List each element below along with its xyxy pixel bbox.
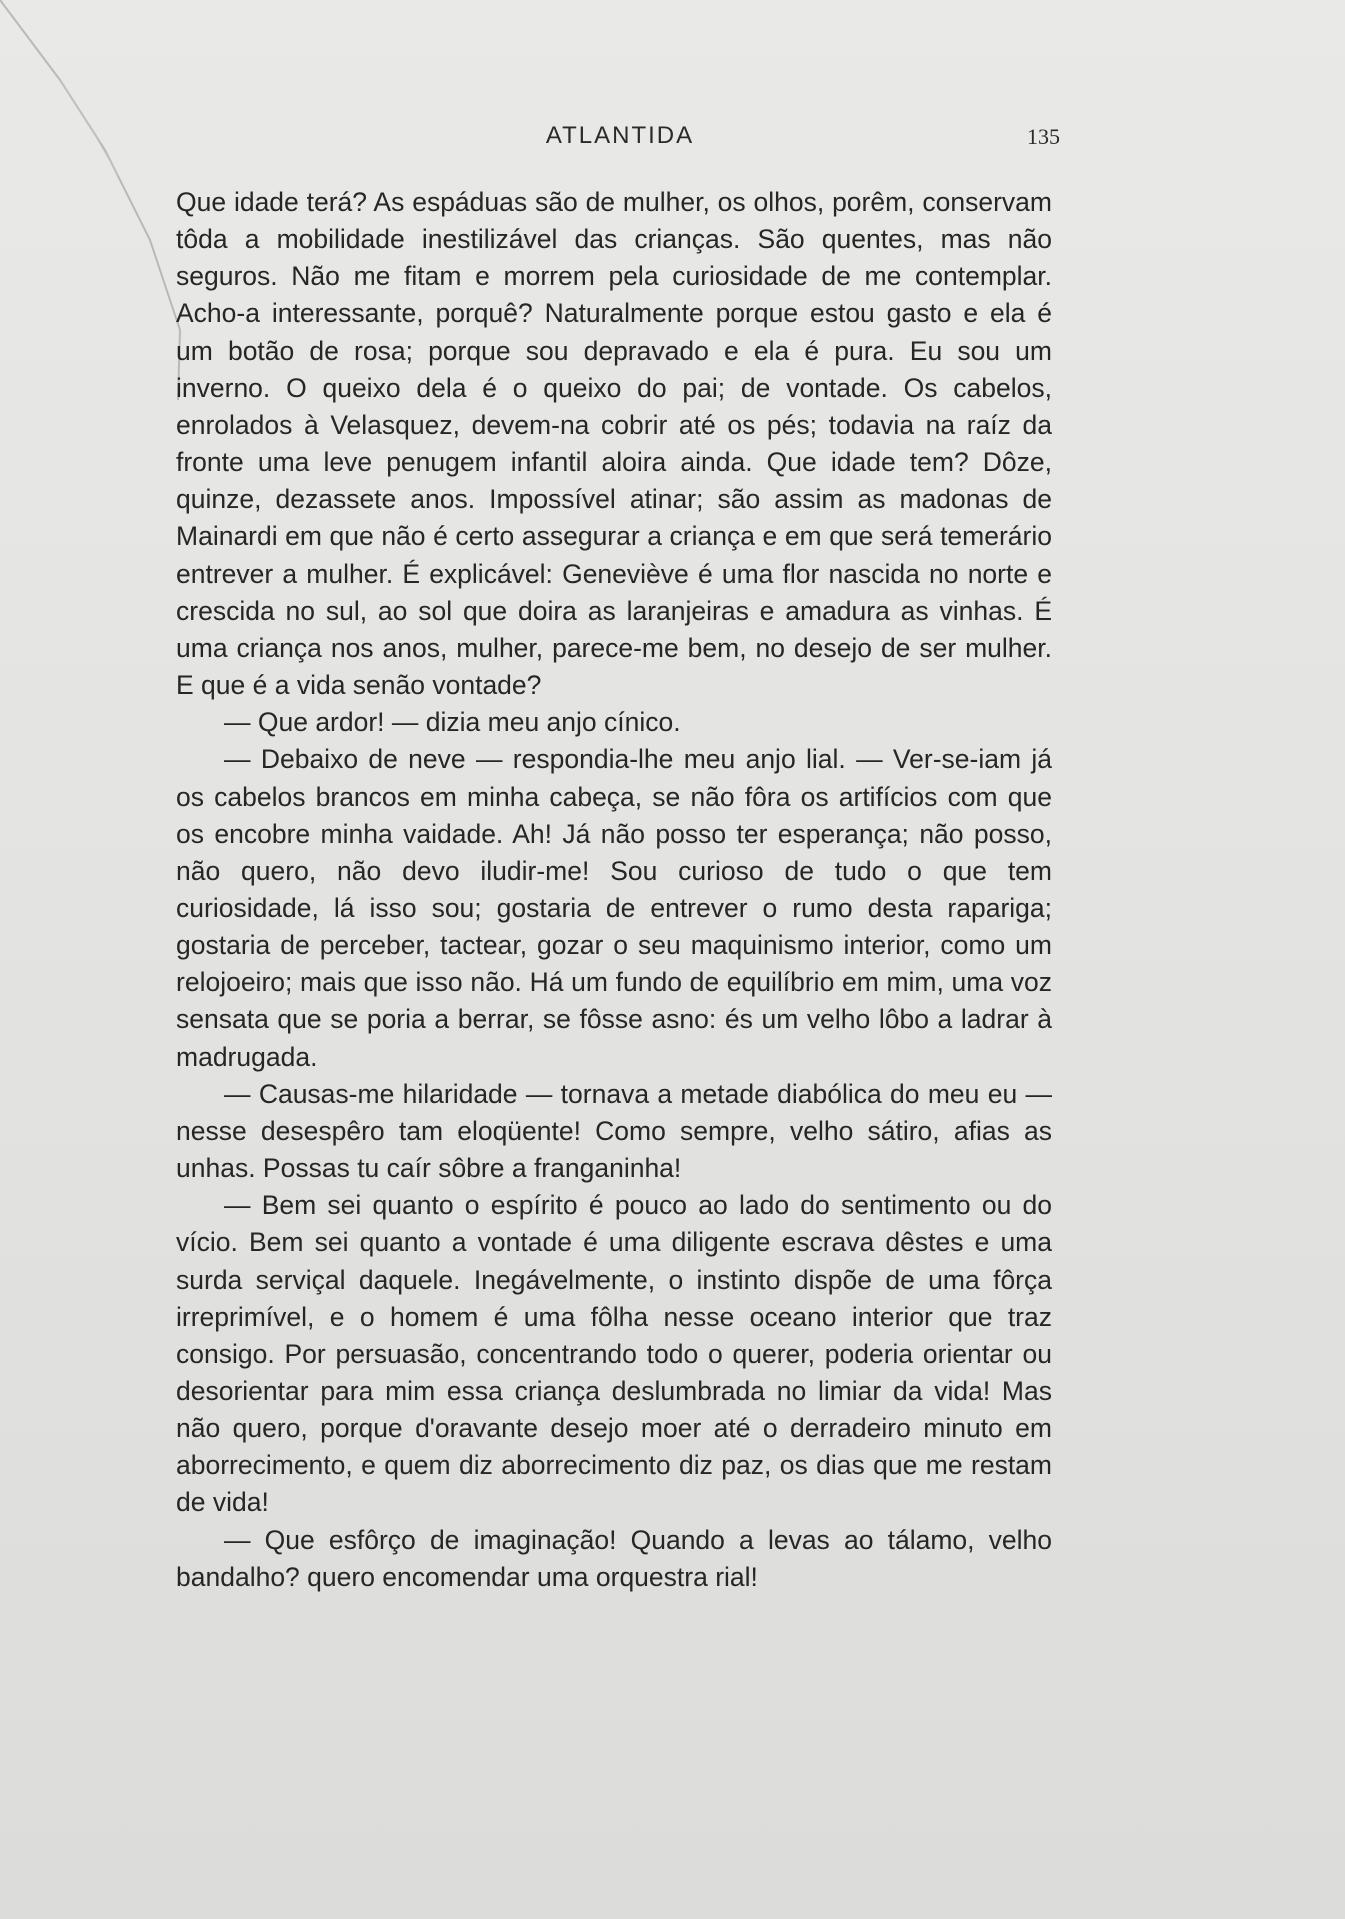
paragraph: — Que esfôrço de imaginação! Quando a levas ao tálamo, velho bandalho? quero encomendar uma orquestra rial! [176, 1524, 1052, 1592]
paragraph: — Que ardor! — dizia meu anjo cínico. [224, 707, 681, 738]
page-number: 135 [1027, 124, 1060, 149]
paragraph: — Debaixo de neve — respondia-lhe meu anjo lial. — Ver-se-iam já os cabelos brancos em minha cabeça, se não fôra os artifícios com que os encobre minha vaidade. Ah! Já não posso ter esperança; não posso, não quero, não devo iludir-me! Sou curioso de tudo o que tem curiosidade, lá isso sou; gostaria de entrever o rumo desta rapariga; gostaria de perceber, tactear, gozar o seu maquinismo interior, como um relojoeiro; mais que isso não. Há um fundo de equilíbrio em mim, uma voz sensata que se poria a berrar, se fôsse asno: és um velho lôbo a ladrar à madrugada. [176, 744, 1052, 1072]
page-header [180, 118, 1060, 158]
paragraph: Que idade terá? As espáduas são de mulher, os olhos, porêm, conservam tôda a mobilidade inestilizável das crianças. São quentes, mas não seguros. Não me fitam e morrem pela curiosidade de me contemplar. Acho-a interessante, porquê? Naturalmente porque estou gasto e ela é um botão de rosa; porque sou depravado e ela é pura. Eu sou um inverno. O queixo dela é o queixo do pai; de vontade. Os cabelos, enrolados à Velasquez, devem-na cobrir até os pés; todavia na raíz da fronte uma leve penugem infantil aloira ainda. Que idade tem? Dôze, quinze, dezassete anos. Impossível atinar; são assim as madonas de Mainardi em que não é certo assegurar a criança e em que será temerário entrever a mulher. É explicável: Geneviève é uma flor nascida no norte e crescida no sul, ao sol que doira as laranjeiras e amadura as vinhas. É uma criança nos anos, mulher, parece-me bem, no desejo de ser mulher. E que é a vida senão vontade? [176, 187, 1052, 701]
running-title: ATLANTIDA [545, 122, 695, 149]
paragraph: — Causas-me hilaridade — tornava a metade diabólica do meu eu — nesse desespêro tam eloqüente! Como sempre, velho sátiro, afias as unhas. Possas tu caír sôbre a franganinha! [176, 1078, 1052, 1184]
paragraph: — Bem sei quanto o espírito é pouco ao lado do sentimento ou do vício. Bem sei quanto a vontade é uma diligente escrava dêstes e uma surda serviçal daquele. Inegávelmente, o instinto dispõe de uma fôrça irreprimível, e o homem é uma fôlha nesse oceano interior que traz consigo. Por persuasão, concentrando todo o querer, poderia orientar ou desorientar para mim essa criança deslumbrada no limiar da vida! Mas não quero, porque d'oravante desejo moer até o derradeiro minuto em aborrecimento, e quem diz aborrecimento diz paz, os dias que me restam de vida! [176, 1190, 1052, 1518]
body-text [176, 184, 1052, 1596]
